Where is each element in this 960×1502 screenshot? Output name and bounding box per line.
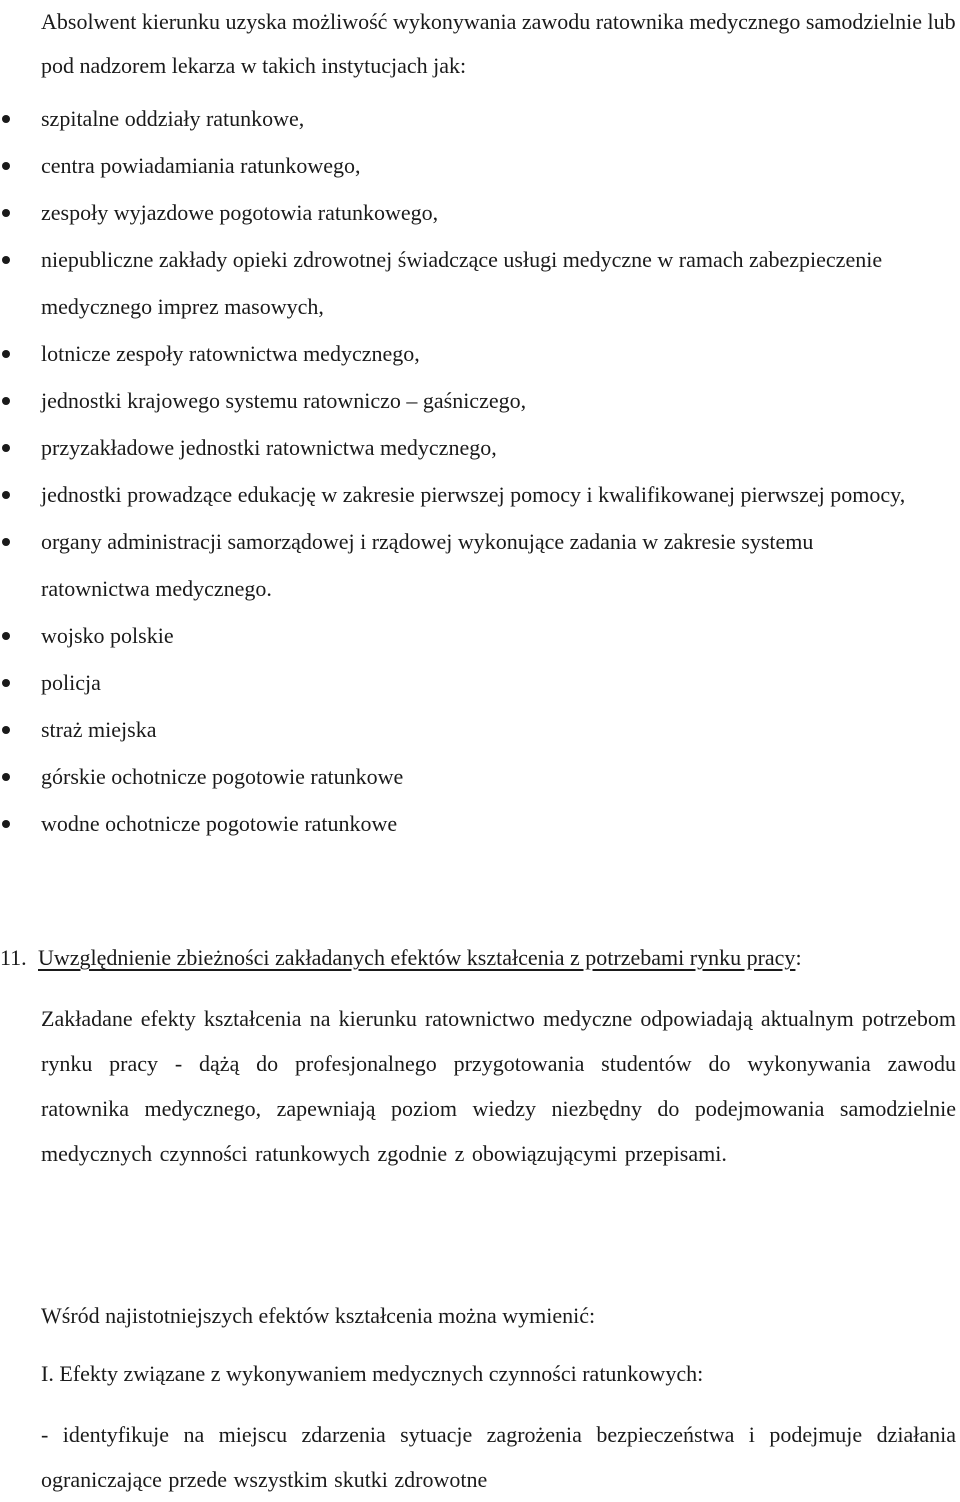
list-item — [0, 706, 921, 753]
list-item — [0, 659, 921, 706]
list-item — [0, 95, 921, 142]
bullet-icon — [2, 491, 10, 499]
list-item — [0, 424, 921, 471]
list-item-text: górskie ochotnicze pogotowie ratunkowe — [41, 764, 404, 789]
list-item-text: szpitalne oddziały ratunkowe, — [41, 106, 305, 131]
bullet-icon — [2, 679, 10, 687]
bullet-icon — [2, 209, 10, 217]
list-item — [0, 236, 921, 330]
bullet-icon — [2, 632, 10, 640]
bullet-icon — [2, 726, 10, 734]
list-item-text: jednostki prowadzące edukację w zakresie pierwszej pomocy i kwalifikowanej pierwszej pomocy, — [41, 482, 906, 507]
bullet-icon — [2, 256, 10, 264]
intro-paragraph: Absolwent kierunku uzyska możliwość wykonywania zawodu ratownika medycznego samodzielnie lub pod nadzorem lekarza w takich instytucjach jak: — [41, 9, 956, 78]
list-item-text: jednostki krajowego systemu ratowniczo – gaśniczego, — [41, 388, 527, 413]
list-item — [0, 471, 921, 518]
list-item — [0, 612, 921, 659]
section-colon: : — [795, 945, 802, 970]
bullet-icon — [2, 444, 10, 452]
among-effects-line: Wśród najistotniejszych efektów kształcenia można wymienić: — [41, 1303, 596, 1328]
list-item — [0, 800, 921, 847]
list-item-text: przyzakładowe jednostki ratownictwa medycznego, — [41, 435, 497, 460]
list-item — [0, 189, 921, 236]
list-item-text: centra powiadamiania ratunkowego, — [41, 153, 361, 178]
effects-paragraph: Zakładane efekty kształcenia na kierunku ratownictwo medyczne odpowiadają aktualnym potrzebom rynku pracy - dążą do profesjonalnego przygotowania studentów do wykonywania zawodu ratownika medycznego, zapewniają poziom wiedzy niezbędny do podejmowania samodzielnie medycznych czynności ratunkowych zgodnie z obowiązującymi przepisami. — [41, 1006, 956, 1166]
institutions-list — [0, 95, 960, 847]
bullet-icon — [2, 820, 10, 828]
list-item-text: wojsko polskie — [41, 623, 174, 648]
list-item-text: policja — [41, 670, 101, 695]
list-item-text: wodne ochotnicze pogotowie ratunkowe — [41, 811, 398, 836]
bullet-icon — [2, 350, 10, 358]
bullet-icon — [2, 115, 10, 123]
section-heading — [0, 938, 960, 978]
list-item-text: organy administracji samorządowej i rządowej wykonujące zadania w zakresie systemu ratownictwa medycznego. — [41, 529, 814, 601]
bullet-icon — [2, 162, 10, 170]
section-title: Uwzględnienie zbieżności zakładanych efektów kształcenia z potrzebami rynku pracy — [38, 945, 796, 970]
list-item — [0, 330, 921, 377]
list-item-text: lotnicze zespoły ratownictwa medycznego, — [41, 341, 420, 366]
bullet-icon — [2, 773, 10, 781]
dash-list-item: - identyfikuje na miejscu zdarzenia sytuacje zagrożenia bezpieczeństwa i podejmuje działania ograniczające przede wszystkim skutki zdrowotne — [41, 1422, 956, 1492]
section-number: 11. — [0, 945, 27, 970]
list-item-text: straż miejska — [41, 717, 157, 742]
list-item — [0, 377, 921, 424]
bullet-icon — [2, 538, 10, 546]
group-heading: I. Efekty związane z wykonywaniem medycznych czynności ratunkowych: — [41, 1361, 704, 1386]
list-item — [0, 518, 921, 612]
list-item-text: zespoły wyjazdowe pogotowia ratunkowego, — [41, 200, 439, 225]
list-item — [0, 753, 921, 800]
bullet-icon — [2, 397, 10, 405]
list-item-text: niepubliczne zakłady opieki zdrowotnej świadczące usługi medyczne w ramach zabezpieczenie medycznego imprez masowych, — [41, 247, 883, 319]
list-item — [0, 142, 921, 189]
